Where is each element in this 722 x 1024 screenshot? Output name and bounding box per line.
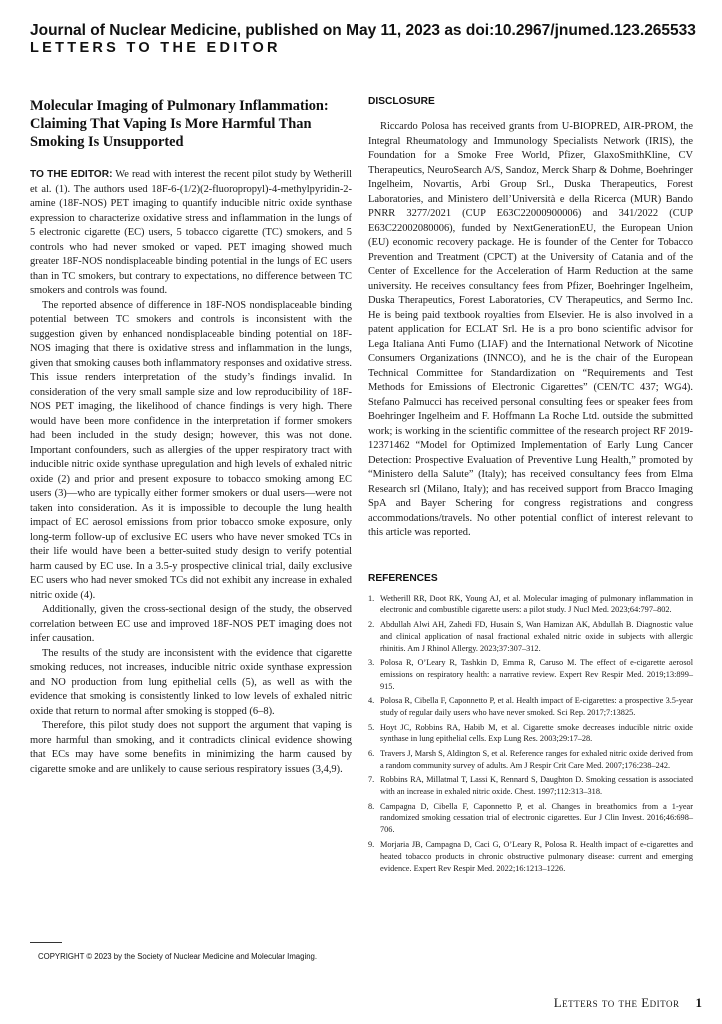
paragraph-text: We read with interest the recent pilot study by Wetherill et al. (1). The authors used 18F-6-(1/2)(2-fluoropropyl)-4-methylpyridin-2-amine (18F-NOS) PET imaging to quantify inducible nitric oxide synthase expression to characterize oxidative stress and inflammation in the lungs of 5 electronic cigarette (EC) users, 5 tobacco cigarette (TC) smokers, and 5 controls who had never smoked or vaped. PET imaging showed much greater 18F-NOS nondisplaceable binding potential in the lungs of EC users than in TC smokers, but contrary to expectations, no difference between TC smokers and controls was found. [30, 169, 352, 296]
reference-item [368, 748, 693, 772]
reference-number: 3. [368, 658, 375, 668]
journal-citation-line: Journal of Nuclear Medicine, published on May 11, 2023 as doi:10.2967/jnumed.123.265533 [30, 22, 696, 39]
reference-item [368, 695, 693, 719]
reference-text: Morjaria JB, Campagna D, Caci G, O’Leary R, Polosa R. Health impact of e-cigarettes and heated tobacco products in chronic obstructive pulmonary disease: current and emerging evidence. Expert Rev Respir Med. 2022;16:1213–1226. [380, 839, 693, 873]
reference-number: 4. [368, 696, 375, 706]
reference-number: 2. [368, 619, 375, 629]
reference-text: Polosa R, Cibella F, Caponnetto P, et al. Health impact of E-cigarettes: a prospective 3.5-year study of regular daily users who have never smoked. Sci Rep. 2017;7:13825. [380, 696, 693, 718]
reference-text: Travers J, Marsh S, Aldington S, et al. Reference ranges for exhaled nitric oxide derived from a random community survey of adults. Am J Respir Crit Care Med. 2007;176:238–242. [380, 748, 693, 770]
reference-number: 5. [368, 722, 375, 732]
reference-text: Wetherill RR, Doot RK, Young AJ, et al. Molecular imaging of pulmonary inflammation in electronic and combustible cigarette users: a pilot study. J Nucl Med. 2023;64:797–802. [380, 593, 693, 615]
lead-in: TO THE EDITOR: [30, 169, 113, 180]
reference-item [368, 593, 693, 617]
reference-text: Hoyt JC, Robbins RA, Habib M, et al. Cigarette smoke decreases inducible nitric oxide synthase in lung epithelial cells. Exp Lung Res. 2003;29:17–28. [380, 722, 693, 744]
reference-item [368, 722, 693, 746]
reference-text: Campagna D, Cibella F, Caponnetto P, et al. Changes in breathomics from a 1-year randomized smoking cessation trial of electronic cigarettes. Eur J Clin Invest. 2016;46:698–706. [380, 801, 693, 835]
reference-item [368, 839, 693, 875]
reference-number: 7. [368, 775, 375, 785]
reference-item [368, 801, 693, 837]
references-heading: REFERENCES [368, 572, 438, 584]
reference-number: 1. [368, 593, 375, 603]
page-number: 1 [695, 995, 702, 1010]
page-footer [554, 995, 702, 1011]
section-title: LETTERS TO THE EDITOR [30, 40, 281, 56]
reference-number: 9. [368, 839, 375, 849]
body-paragraph-1 [30, 168, 352, 299]
reference-number: 6. [368, 748, 375, 758]
footnote-divider [30, 942, 62, 943]
article-title: Molecular Imaging of Pulmonary Inflammation: Claiming That Vaping Is More Harmful Than Smoking Is Unsupported [30, 98, 329, 150]
reference-text: Abdullah Alwi AH, Zahedi FD, Husain S, Wan Hamizan AK, Abdullah B. Diagnostic value and clinical application of nasal fractional exhaled nitric oxide in subjects with allergic rhinitis. Am J Rhinol Allergy. 2023;37:307–312. [380, 619, 693, 653]
body-paragraph-2: The reported absence of difference in 18F-NOS nondisplaceable binding potential between TC smokers and controls is inconsistent with the suggestion given by enhanced nondisplaceable binding potential on 18F-NOS imaging that there is oxidative stress and inflammation in the lungs, given that smoking causes both inflammatory responses and oxidative stress. This issue renders interpretation of the study’s findings invalid. In consideration of the very small sample size and low reproducibility of 18F-NOS PET imaging, the likelihood of chance findings is very high. There would have been more confidence in the interpretation if former smokers had been included in the study design; however, this was not done. Important confounders, such as allergies of the upper respiratory tract with inducible nitric oxide synthase upregulation and high levels of exhaled nitric oxide (2) and prior and present exposure to tobacco smoking among EC users (3)—who are typically either former smokers or dual users—were not taken into consideration. As it is impossible to decouple the lung health impact of EC aerosol emissions from prior tobacco smoke exposure, only long-term follow-up of exclusive EC users who have never smoked TCs in their life would have been a better-suited study design to verify potential harm caused by EC use. In a 3.5-y prospective clinical trial, daily exclusive EC users who had never smoked TCs did not exhibit any increase in exhaled nitric oxide (4). [30, 299, 352, 601]
disclosure-heading: DISCLOSURE [368, 96, 435, 107]
body-paragraph-5: Therefore, this pilot study does not support the argument that vaping is more harmful than smoking, and it contradicts clinical evidence showing that ECs may have some benefits in minimizing the harm caused by cigarette smoke and are unlikely to cause serious respiratory issues (3,4,9). [30, 720, 352, 775]
body-paragraph-4: The results of the study are inconsistent with the evidence that cigarette smoking reduces, not increases, inducible nitric oxide synthase expression and NO production from lung epithelial cells (5), as well as with the evidence that smoking is consistently linked to low levels of exhaled nitric oxide that return to normal after smoking is stopped (6–8). [30, 647, 352, 717]
footer-section-name: Letters to the Editor [553, 995, 680, 1010]
reference-item [368, 657, 693, 693]
body-paragraph-3: Additionally, given the cross-sectional design of the study, the observed correlation between EC use and improved 18F-NOS PET imaging does not infer causation. [30, 604, 352, 644]
reference-item [368, 619, 693, 655]
disclosure-text: Riccardo Polosa has received grants from U-BIOPRED, AIR-PROM, the Integral Rheumatology and Immunology Specialists Network (IRIS), the Foundation for a Smoke Free World, Pfizer, GlaxoSmithKline, CV Therapeutics, NeuroSearch A/S, Sandoz, Merck Sharp & Dohme, Boehringer Ingelheim, Novartis, Arbi Group Srl., Duska Therapeutics, Forest Laboratories, and Ministero dell’Università e della Ricerca (MUR) Bando PNRR 3277/2021 (CUP E63C22000900006) and 341/2022 (CUP E63C22002080006), funded by NextGenerationEU, the European Union (EU) economic recovery package. He is founder of the Center for Tobacco Prevention and Treatment (CPCT) at the University of Catania and of the Center of Excellence for the Acceleration of Harm Reduction at the same university. He receives consultancy fees from Pfizer, Boehringer Ingelheim, Duska Therapeutics, Forest Laboratories, CV Therapeutics, and Sermo Inc. He is being paid textbook royalties from Elsevier. He is also involved in a patent application for ECLAT Srl. He is a pro bono scientific advisor for Lega Italiana Anti Fumo (LIAF) and the International Network of Nicotine Consumers Organizations (INNCO), and he is the chair of the European Technical Committee for Standardization on “Requirements and Test Methods for Emissions of Electronic Cigarettes” (CEN/TC 437; WG4). Stefano Palmucci has received personal consulting fees or speaker fees from Boehringer Ingelheim and F. Hoffmann La Roche Ltd. outside the submitted work; is working in the scientific committee of the research project RF 2019-12371462 “Model for Optimized Implementation of Early Lung Cancer Detection: Prospective Evaluation of Preventive Lung Health,” promoted by “Ministero della Salute” (Italy); has received consultancy fees from Elma Research srl (Milano, Italy); and has received support from Bracco Imaging SpA and Bayer Schering for congress registrations and congress accommodations/travels. No other potential conflict of interest relevant to this article was reported. [368, 121, 693, 538]
reference-item [368, 774, 693, 798]
running-header [30, 22, 700, 56]
reference-text: Robbins RA, Millatmal T, Lassi K, Rennard S, Daughton D. Smoking cessation is associated with an increase in exhaled nitric oxide. Chest. 1997;112:313–318. [380, 775, 693, 797]
left-column [30, 96, 352, 777]
reference-text: Polosa R, O’Leary R, Tashkin D, Emma R, Caruso M. The effect of e-cigarette aerosol emissions on respiratory health: a narrative review. Expert Rev Respir Med. 2019;13:899–915. [380, 658, 693, 691]
reference-number: 8. [368, 801, 375, 811]
references-list [368, 593, 693, 875]
right-column [368, 96, 693, 877]
copyright-notice: COPYRIGHT © 2023 by the Society of Nuclear Medicine and Molecular Imaging. [38, 952, 318, 961]
